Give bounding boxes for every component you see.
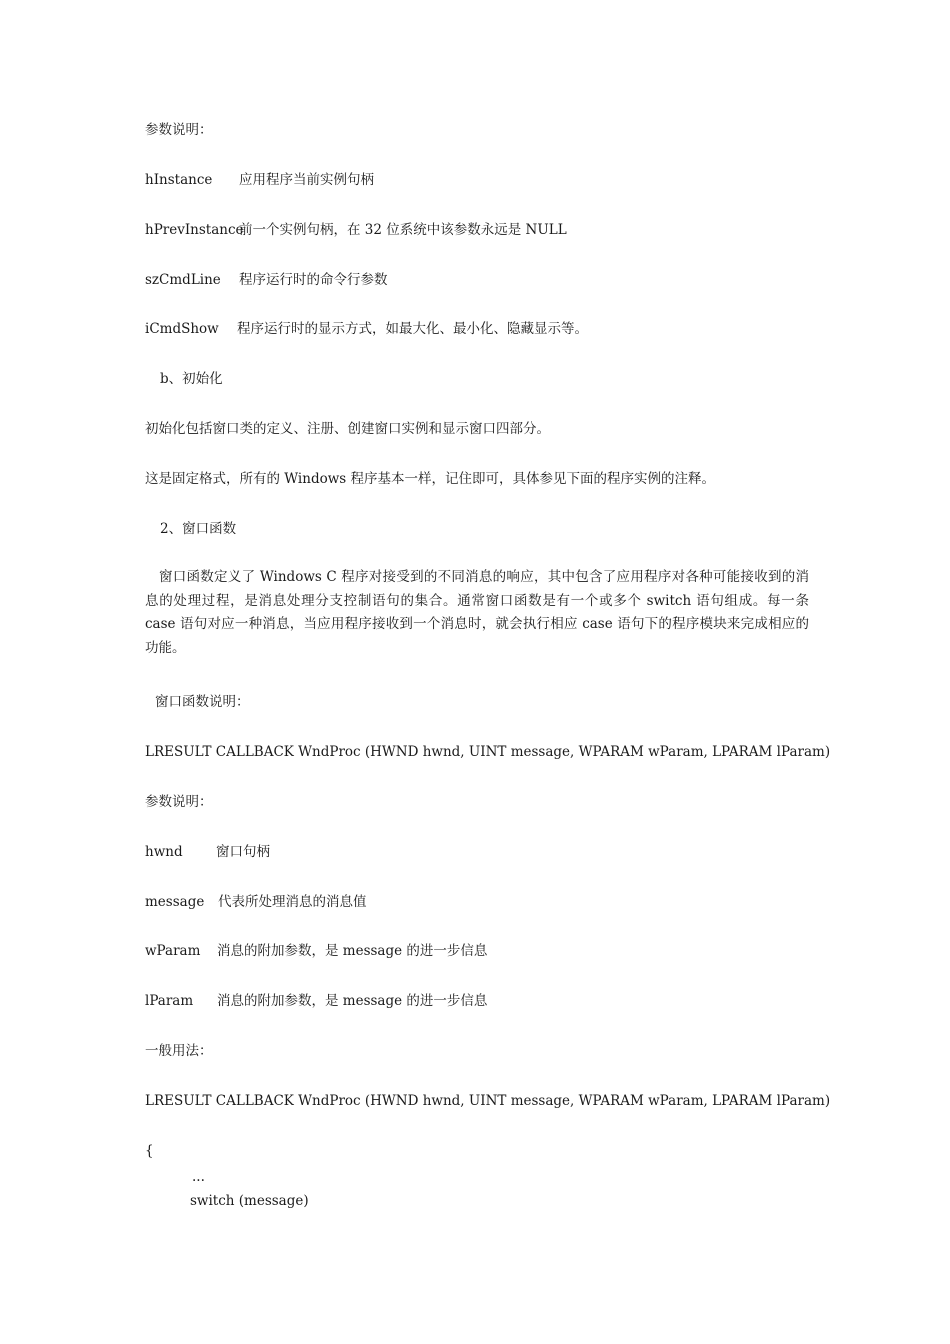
param-row xyxy=(145,171,374,189)
param-term: iCmdShow xyxy=(145,321,219,337)
code-line: ... xyxy=(192,1169,205,1185)
signature-line-2: LRESULT CALLBACK WndProc (HWND hwnd, UINT message, WPARAM wParam, LPARAM lParam) xyxy=(145,1093,831,1109)
param-term: wParam xyxy=(145,943,201,959)
param-row xyxy=(145,942,488,960)
param-term: lParam xyxy=(145,993,194,1009)
param-desc: 代表所处理消息的消息值 xyxy=(218,894,367,910)
param-desc: 应用程序当前实例句柄 xyxy=(239,172,374,188)
section-heading-2: 2、窗口函数 xyxy=(160,521,237,537)
param-term: message xyxy=(145,894,205,910)
code-line: switch (message) xyxy=(190,1193,309,1209)
param-desc: 窗口句柄 xyxy=(216,844,270,860)
param-row xyxy=(145,221,567,239)
init-text-2: 这是固定格式，所有的 Windows 程序基本一样，记住即可，具体参见下面的程序实例的注释。 xyxy=(145,471,715,487)
code-line: { xyxy=(145,1143,154,1159)
params-heading-2: 参数说明： xyxy=(145,794,213,810)
param-term: hwnd xyxy=(145,844,183,860)
param-desc: 程序运行时的命令行参数 xyxy=(239,272,388,288)
param-term: szCmdLine xyxy=(145,272,221,288)
param-term: hInstance xyxy=(145,172,213,188)
param-desc: 消息的附加参数，是 message 的进一步信息 xyxy=(217,993,488,1009)
param-row xyxy=(145,843,270,861)
param-row xyxy=(145,271,388,289)
param-row xyxy=(145,893,367,911)
param-row xyxy=(145,320,588,338)
param-row xyxy=(145,992,488,1010)
section-heading-b: b、初始化 xyxy=(160,371,223,387)
wndproc-paragraph: 窗口函数定义了 Windows C 程序对接受到的不同消息的响应，其中包含了应用程序对各种可能接收到的消息的处理过程，是消息处理分支控制语句的集合。通常窗口函数是有一个或多个 switch 语句组成。每一条 case 语句对应一种消息，当应用程序接收到一个消息时，就会执行相应 case 语句下的程序模块来完成相应的功能。 xyxy=(145,569,809,656)
signature-line-1: LRESULT CALLBACK WndProc (HWND hwnd, UINT message, WPARAM wParam, LPARAM lParam) xyxy=(145,744,831,760)
param-desc: 前一个实例句柄，在 32 位系统中该参数永远是 NULL xyxy=(239,222,567,238)
init-text-1: 初始化包括窗口类的定义、注册、创建窗口实例和显示窗口四部分。 xyxy=(145,421,550,437)
params-heading-1: 参数说明： xyxy=(145,122,213,138)
param-desc: 程序运行时的显示方式，如最大化、最小化、隐藏显示等。 xyxy=(237,321,588,337)
param-term: hPrevInstance xyxy=(145,222,244,238)
param-desc: 消息的附加参数，是 message 的进一步信息 xyxy=(217,943,488,959)
usage-heading: 一般用法： xyxy=(145,1043,213,1059)
wndproc-desc-heading: 窗口函数说明： xyxy=(155,694,250,710)
